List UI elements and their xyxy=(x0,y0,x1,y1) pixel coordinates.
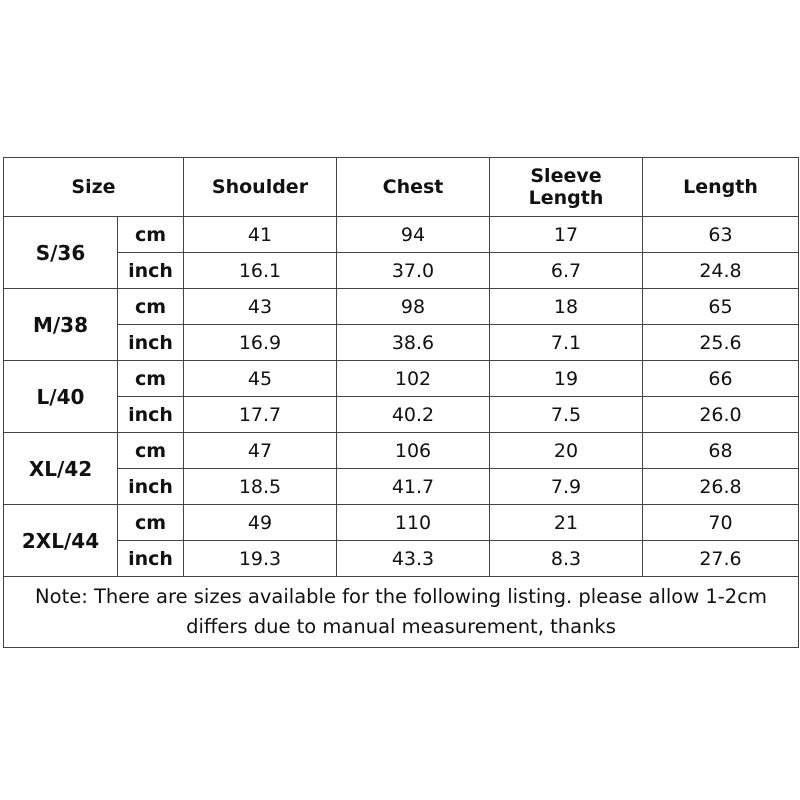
sleeve-length-value: 18 xyxy=(490,289,643,325)
sleeve-length-value: 8.3 xyxy=(490,541,643,577)
shoulder-value: 17.7 xyxy=(184,397,337,433)
table-row xyxy=(4,433,799,469)
header-size: Size xyxy=(4,158,184,217)
unit-label: inch xyxy=(118,469,184,505)
chest-value: 110 xyxy=(337,505,490,541)
unit-label: cm xyxy=(118,433,184,469)
shoulder-value: 47 xyxy=(184,433,337,469)
size-label: 2XL/44 xyxy=(4,505,118,577)
length-value: 24.8 xyxy=(643,253,799,289)
sleeve-length-value: 7.1 xyxy=(490,325,643,361)
sleeve-length-value: 21 xyxy=(490,505,643,541)
chest-value: 106 xyxy=(337,433,490,469)
chest-value: 40.2 xyxy=(337,397,490,433)
sleeve-length-value: 17 xyxy=(490,217,643,253)
shoulder-value: 18.5 xyxy=(184,469,337,505)
length-value: 25.6 xyxy=(643,325,799,361)
table-row xyxy=(4,325,799,361)
table-row xyxy=(4,361,799,397)
size-label: S/36 xyxy=(4,217,118,289)
unit-label: cm xyxy=(118,289,184,325)
table-row xyxy=(4,505,799,541)
chest-value: 98 xyxy=(337,289,490,325)
header-shoulder: Shoulder xyxy=(184,158,337,217)
chest-value: 37.0 xyxy=(337,253,490,289)
length-value: 27.6 xyxy=(643,541,799,577)
unit-label: cm xyxy=(118,361,184,397)
unit-label: cm xyxy=(118,217,184,253)
chest-value: 94 xyxy=(337,217,490,253)
note-text: Note: There are sizes available for the following listing. please allow 1-2cm differs due to manual measurement, thanks xyxy=(4,577,799,648)
sleeve-length-value: 6.7 xyxy=(490,253,643,289)
size-chart-table xyxy=(3,157,799,648)
unit-label: cm xyxy=(118,505,184,541)
chest-value: 102 xyxy=(337,361,490,397)
shoulder-value: 19.3 xyxy=(184,541,337,577)
table-row xyxy=(4,217,799,253)
shoulder-value: 16.1 xyxy=(184,253,337,289)
length-value: 26.0 xyxy=(643,397,799,433)
chest-value: 38.6 xyxy=(337,325,490,361)
length-value: 70 xyxy=(643,505,799,541)
sleeve-length-value: 7.5 xyxy=(490,397,643,433)
note-row xyxy=(4,577,799,648)
unit-label: inch xyxy=(118,325,184,361)
shoulder-value: 45 xyxy=(184,361,337,397)
header-sleeve-length: Sleeve Length xyxy=(490,158,643,217)
size-label: L/40 xyxy=(4,361,118,433)
unit-label: inch xyxy=(118,541,184,577)
length-value: 63 xyxy=(643,217,799,253)
header-row xyxy=(4,158,799,217)
unit-label: inch xyxy=(118,253,184,289)
sleeve-length-value: 19 xyxy=(490,361,643,397)
size-label: M/38 xyxy=(4,289,118,361)
sleeve-length-value: 7.9 xyxy=(490,469,643,505)
table-row xyxy=(4,289,799,325)
header-chest: Chest xyxy=(337,158,490,217)
chest-value: 41.7 xyxy=(337,469,490,505)
sleeve-length-value: 20 xyxy=(490,433,643,469)
size-label: XL/42 xyxy=(4,433,118,505)
length-value: 66 xyxy=(643,361,799,397)
header-length: Length xyxy=(643,158,799,217)
length-value: 68 xyxy=(643,433,799,469)
shoulder-value: 43 xyxy=(184,289,337,325)
table-row xyxy=(4,397,799,433)
unit-label: inch xyxy=(118,397,184,433)
length-value: 26.8 xyxy=(643,469,799,505)
length-value: 65 xyxy=(643,289,799,325)
shoulder-value: 41 xyxy=(184,217,337,253)
table-row xyxy=(4,541,799,577)
chest-value: 43.3 xyxy=(337,541,490,577)
shoulder-value: 16.9 xyxy=(184,325,337,361)
table-row xyxy=(4,469,799,505)
table-row xyxy=(4,253,799,289)
shoulder-value: 49 xyxy=(184,505,337,541)
